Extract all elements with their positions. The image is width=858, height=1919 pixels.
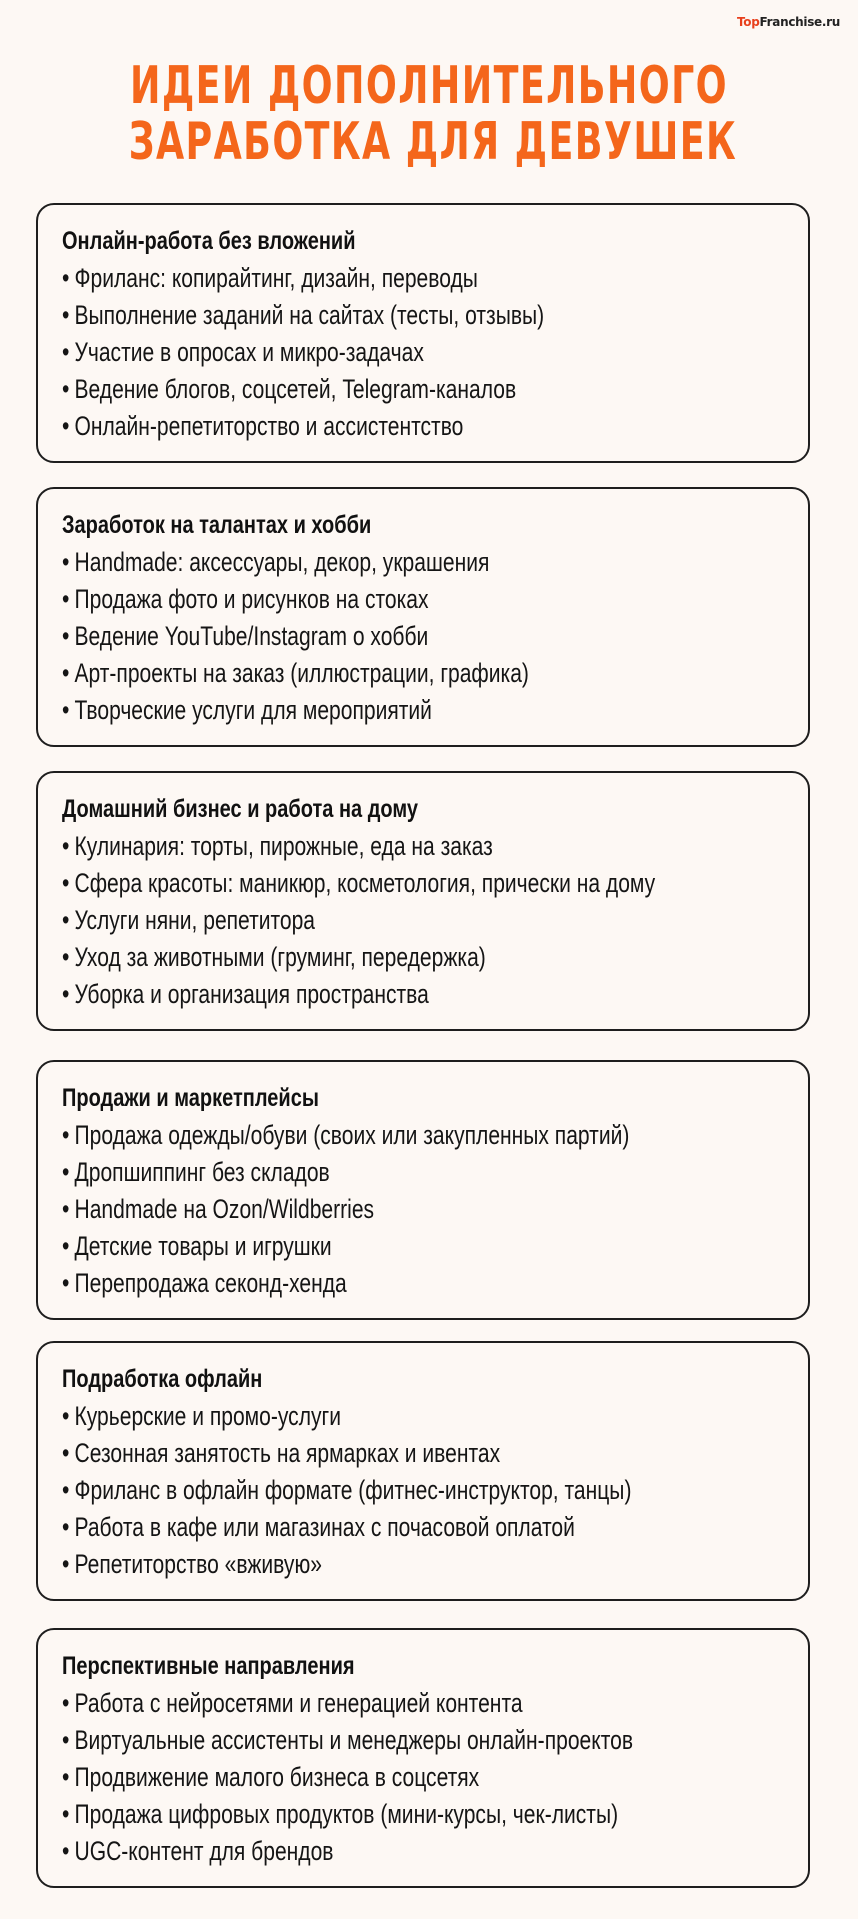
card-heading: Подработка офлайн (62, 1365, 263, 1393)
list-item (62, 260, 644, 297)
bullet-icon: • (62, 658, 70, 688)
list-item-text: Продажа цифровых продуктов (мини-курсы, чек-листы) (74, 1799, 619, 1829)
bullet-icon: • (62, 300, 70, 330)
card-heading: Домашний бизнес и работа на дому (62, 795, 419, 823)
card-heading: Заработок на талантах и хобби (62, 511, 372, 539)
list-item (62, 902, 644, 939)
list-item (62, 297, 644, 334)
list-item (62, 1546, 644, 1583)
card-online-work (36, 203, 810, 463)
list-item-text: Дропшиппинг без складов (74, 1157, 330, 1187)
bullet-icon: • (62, 263, 70, 293)
card-list (62, 1685, 808, 1870)
bullet-icon: • (62, 1194, 70, 1224)
card-offline-parttime (36, 1341, 810, 1601)
list-item-text: Репетиторство «вживую» (74, 1549, 322, 1579)
list-item-text: Участие в опросах и микро-задачах (74, 337, 424, 367)
list-item-text: Handmade: аксессуары, декор, украшения (74, 547, 490, 577)
bullet-icon: • (62, 411, 70, 441)
list-item (62, 939, 644, 976)
card-promising-directions (36, 1628, 810, 1888)
topfranchise-logo (737, 15, 840, 29)
card-list (62, 1398, 808, 1583)
bullet-icon: • (62, 1725, 70, 1755)
list-item-text: Ведение блогов, соцсетей, Telegram-каналов (74, 374, 517, 404)
page-title (0, 58, 858, 170)
list-item (62, 1265, 644, 1302)
list-item-text: Ведение YouTube/Instagram о хобби (74, 621, 429, 651)
list-item (62, 1759, 644, 1796)
list-item (62, 618, 644, 655)
list-item (62, 544, 644, 581)
card-heading: Онлайн-работа без вложений (62, 227, 356, 255)
card-heading: Перспективные направления (62, 1652, 355, 1680)
bullet-icon: • (62, 621, 70, 651)
bullet-icon: • (62, 1799, 70, 1829)
list-item (62, 1833, 644, 1870)
logo-part-franchise: Franchise.ru (759, 15, 840, 29)
list-item (62, 1398, 644, 1435)
list-item (62, 1722, 644, 1759)
list-item-text: Творческие услуги для мероприятий (74, 695, 432, 725)
list-item-text: Продажа фото и рисунков на стоках (74, 584, 429, 614)
list-item-text: Выполнение заданий на сайтах (тесты, отзывы) (74, 300, 545, 330)
bullet-icon: • (62, 1438, 70, 1468)
list-item (62, 1191, 644, 1228)
list-item-text: Сфера красоты: маникюр, косметология, прически на дому (74, 868, 656, 898)
list-item (62, 371, 644, 408)
bullet-icon: • (62, 942, 70, 972)
list-item (62, 692, 644, 729)
bullet-icon: • (62, 1268, 70, 1298)
list-item (62, 1509, 644, 1546)
bullet-icon: • (62, 1120, 70, 1150)
list-item (62, 1685, 644, 1722)
list-item (62, 1117, 644, 1154)
list-item-text: Онлайн-репетиторство и ассистентство (74, 411, 464, 441)
list-item-text: Детские товары и игрушки (74, 1231, 332, 1261)
card-list (62, 1117, 808, 1302)
list-item (62, 334, 644, 371)
list-item-text: Сезонная занятость на ярмарках и ивентах (74, 1438, 501, 1468)
page-title-line-2: ЗАРАБОТКА ДЛЯ ДЕВУШЕК (128, 112, 738, 172)
bullet-icon: • (62, 831, 70, 861)
list-item (62, 581, 644, 618)
list-item-text: Продажа одежды/обуви (своих или закупленных партий) (74, 1120, 630, 1150)
list-item (62, 1796, 644, 1833)
list-item (62, 1472, 644, 1509)
list-item-text: Перепродажа секонд-хенда (74, 1268, 347, 1298)
bullet-icon: • (62, 695, 70, 725)
bullet-icon: • (62, 1231, 70, 1261)
list-item (62, 408, 644, 445)
list-item-text: Продвижение малого бизнеса в соцсетях (74, 1762, 480, 1792)
list-item-text: Кулинария: торты, пирожные, еда на заказ (74, 831, 493, 861)
list-item-text: Фриланс в офлайн формате (фитнес-инструктор, танцы) (74, 1475, 632, 1505)
card-heading: Продажи и маркетплейсы (62, 1084, 319, 1112)
bullet-icon: • (62, 1475, 70, 1505)
list-item (62, 1435, 644, 1472)
bullet-icon: • (62, 1157, 70, 1187)
bullet-icon: • (62, 1836, 70, 1866)
list-item-text: Уборка и организация пространства (74, 979, 429, 1009)
list-item-text: Услуги няни, репетитора (74, 905, 316, 935)
list-item-text: Курьерские и промо-услуги (74, 1401, 341, 1431)
bullet-icon: • (62, 1512, 70, 1542)
card-sales-marketplaces (36, 1060, 810, 1320)
list-item-text: Арт-проекты на заказ (иллюстрации, графика) (74, 658, 529, 688)
page-title-line-1: ИДЕИ ДОПОЛНИТЕЛЬНОГО (129, 56, 729, 116)
bullet-icon: • (62, 374, 70, 404)
list-item (62, 828, 644, 865)
list-item-text: Handmade на Ozon/Wildberries (74, 1194, 375, 1224)
list-item-text: Фриланс: копирайтинг, дизайн, переводы (74, 263, 478, 293)
bullet-icon: • (62, 337, 70, 367)
bullet-icon: • (62, 1762, 70, 1792)
bullet-icon: • (62, 979, 70, 1009)
list-item (62, 655, 644, 692)
bullet-icon: • (62, 868, 70, 898)
list-item (62, 1154, 644, 1191)
bullet-icon: • (62, 905, 70, 935)
card-list (62, 260, 808, 445)
list-item (62, 976, 644, 1013)
list-item-text: Работа в кафе или магазинах с почасовой оплатой (74, 1512, 575, 1542)
list-item-text: Уход за животными (груминг, передержка) (74, 942, 486, 972)
card-home-business (36, 771, 810, 1031)
list-item (62, 1228, 644, 1265)
bullet-icon: • (62, 547, 70, 577)
list-item-text: Работа с нейросетями и генерацией контента (74, 1688, 523, 1718)
logo-part-top: Top (737, 15, 760, 29)
bullet-icon: • (62, 1688, 70, 1718)
bullet-icon: • (62, 1401, 70, 1431)
list-item-text: Виртуальные ассистенты и менеджеры онлайн-проектов (74, 1725, 634, 1755)
bullet-icon: • (62, 584, 70, 614)
bullet-icon: • (62, 1549, 70, 1579)
card-list (62, 828, 808, 1013)
list-item (62, 865, 656, 902)
card-list (62, 544, 808, 729)
card-talents-hobby (36, 487, 810, 747)
list-item-text: UGC-контент для брендов (74, 1836, 334, 1866)
